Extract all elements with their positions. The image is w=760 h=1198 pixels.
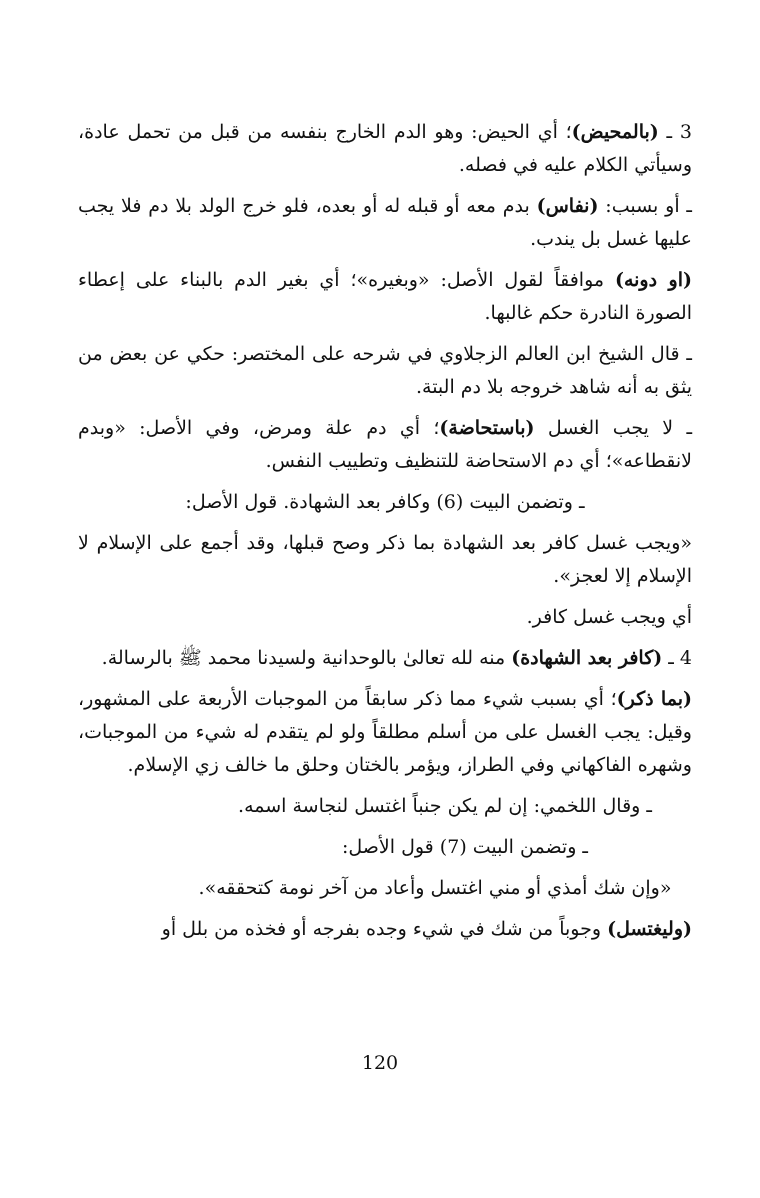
paragraph-13 (78, 872, 692, 905)
page-body (78, 116, 692, 954)
quoted-text: «وإن شك أمذي أو مني اغتسل وأعاد من آخر نومة كتحققه». (198, 877, 672, 899)
keyword: (او دونه) (614, 269, 692, 291)
paragraph-text: منه لله تعالىٰ بالوحدانية ولسيدنا محمد ﷺ بالرسالة. (101, 647, 512, 669)
keyword: (بما ذكر) (616, 688, 692, 710)
page-number: 120 (361, 1052, 399, 1074)
keyword: (باستحاضة) (439, 417, 535, 439)
paragraph-9 (78, 642, 692, 675)
paragraph-prefix: ـ أو بسبب: (598, 195, 692, 217)
paragraph-12 (78, 831, 692, 864)
paragraph-text: ـ قال الشيخ ابن العالم الزجلاوي في شرحه على المختصر: حكي عن بعض من يثق به أنه شاهد خروجه بلا دم البتة. (78, 343, 692, 398)
paragraph-10 (78, 683, 692, 782)
item-number: 3 ـ (658, 121, 692, 143)
paragraph-14 (78, 913, 692, 946)
paragraph-text: ـ وتضمن البيت (7) قول الأصل: (341, 836, 588, 858)
paragraph-8 (78, 601, 692, 634)
quoted-text: «ويجب غسل كافر بعد الشهادة بما ذكر وصح قبلها، وقد أجمع على الإسلام لا الإسلام إلا لعجز». (78, 532, 692, 587)
paragraph-text: موافقاً لقول الأصل: «وبغيره»؛ أي بغير الدم بالبناء على إعطاء الصورة النادرة حكم غالبها. (78, 269, 692, 324)
paragraph-text: ؛ أي الحيض: وهو الدم الخارج بنفسه من قبل من تحمل عادة، وسيأتي الكلام عليه في فصله. (78, 121, 692, 176)
keyword: (وليغتسل) (607, 918, 692, 940)
paragraph-1 (78, 116, 692, 182)
paragraph-6 (78, 486, 692, 519)
item-number: 4 ـ (662, 647, 692, 669)
paragraph-5 (78, 412, 692, 478)
paragraph-2 (78, 190, 692, 256)
paragraph-text: أي ويجب غسل كافر. (526, 606, 692, 628)
keyword: (كافر بعد الشهادة) (511, 647, 663, 669)
paragraph-text: ؛ أي دم علة ومرض، وفي الأصل: «وبدم لانقطاعه»؛ أي دم الاستحاضة للتنظيف وتطييب النفس. (78, 417, 692, 472)
paragraph-3 (78, 264, 692, 330)
paragraph-text: وجوباً من شك في شيء وجده بفرجه أو فخذه من بلل أو (161, 918, 608, 940)
paragraph-text: بدم معه أو قبله له أو بعده، فلو خرج الولد بلا دم فلا يجب عليها غسل بل يندب. (78, 195, 692, 250)
paragraph-11 (78, 790, 692, 823)
paragraph-4 (78, 338, 692, 404)
keyword: (بالمحيض) (571, 121, 659, 143)
keyword: (نفاس) (536, 195, 599, 217)
paragraph-text: ـ وقال اللخمي: إن لم يكن جنباً اغتسل لنجاسة اسمه. (238, 795, 652, 817)
paragraph-7 (78, 527, 692, 593)
paragraph-prefix: ـ لا يجب الغسل (534, 417, 693, 439)
paragraph-text: ؛ أي بسبب شيء مما ذكر سابقاً من الموجبات الأربعة على المشهور، وقيل: يجب الغسل على من أسلم مطلقاً ولو لم يتقدم له شيء من الموجبات، وشهره الفاكهاني وفي الطراز، ويؤمر بالختان وحلق ما خالف زي الإسلام. (78, 688, 692, 776)
paragraph-text: ـ وتضمن البيت (6) وكافر بعد الشهادة. قول الأصل: (185, 491, 585, 513)
